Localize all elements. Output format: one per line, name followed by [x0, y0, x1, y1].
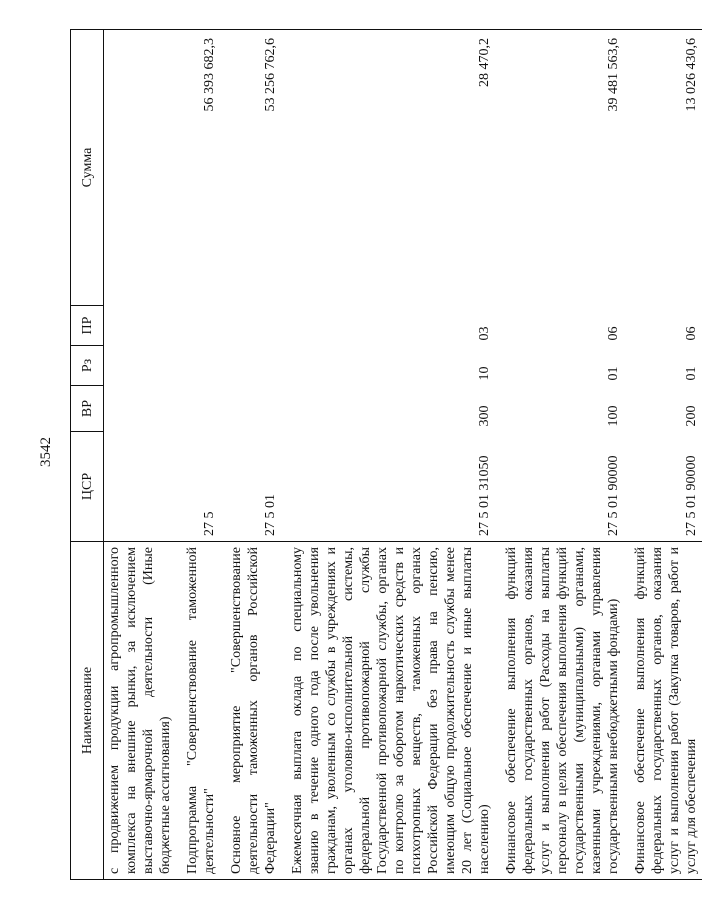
row-pr: 06	[684, 326, 699, 341]
row-sum: 13 026 430,6	[630, 30, 702, 306]
row-name: с продвижением продукции агропромышленного комплекса на внешние рынки, за исключением выставочно-ярмарочной деятельности (Иные бюджетные ассигнования)	[104, 542, 177, 880]
row-csr: 27 5 01	[263, 494, 278, 536]
row-vr	[226, 386, 281, 432]
row-pr: 03	[477, 326, 492, 341]
row-csr: 27 5 01 90000	[606, 455, 621, 536]
row-rz	[226, 346, 281, 386]
row-csr: 27 5	[202, 511, 217, 536]
rotated-page-content	[70, 30, 699, 880]
row-name: Подпрограмма "Совершенствование таможенной деятельности"	[182, 542, 220, 880]
row-name: Финансовое обеспечение выполнения функций федеральных государственных органов, оказания услуг и выполнения работ (Закупка товаров, работ и услуг для обеспечения	[630, 542, 702, 880]
budget-table	[70, 29, 702, 880]
table-row	[104, 30, 177, 880]
row-vr: 100	[606, 405, 621, 427]
row-sum: 53 256 762,6	[226, 30, 281, 306]
table-row	[226, 30, 281, 880]
row-pr: 06	[606, 326, 621, 341]
header-rz: Рз	[71, 346, 104, 386]
table-header-row	[71, 30, 104, 880]
header-vr: ВР	[71, 386, 104, 432]
row-rz	[182, 346, 220, 386]
row-rz: 10	[477, 366, 492, 381]
row-vr: 200	[684, 405, 699, 427]
row-vr	[104, 386, 177, 432]
header-sum: Сумма	[71, 30, 104, 306]
row-sum	[104, 30, 177, 306]
header-pr: ПР	[71, 306, 104, 346]
row-sum: 56 393 682,3	[182, 30, 220, 306]
row-vr	[182, 386, 220, 432]
table-row	[501, 30, 624, 880]
header-csr: ЦСР	[71, 432, 104, 542]
row-sum: 39 481 563,6	[501, 30, 624, 306]
row-rz	[104, 346, 177, 386]
page-number: 3542	[38, 437, 54, 467]
row-pr	[104, 306, 177, 346]
row-csr: 27 5 01 31050	[477, 455, 492, 536]
table-row	[287, 30, 495, 880]
row-name: Финансовое обеспечение выполнения функций федеральных государственных органов, оказания услуг и выполнения работ (Расходы на выплаты персоналу в целях обеспечения выполнения функций государственными (муниципальными) органами, казенными учреждениями, органами управления государственными внебюджетными фондами)	[501, 542, 624, 880]
row-pr	[182, 306, 220, 346]
row-rz: 01	[684, 366, 699, 381]
row-vr: 300	[477, 405, 492, 427]
row-csr	[104, 432, 177, 542]
table-row	[630, 30, 702, 880]
row-sum: 28 470,2	[287, 30, 495, 306]
row-rz: 01	[606, 366, 621, 381]
row-csr: 27 5 01 90000	[684, 455, 699, 536]
row-name: Основное мероприятие "Совершенствование деятельности таможенных органов Российской Федерации"	[226, 542, 281, 880]
header-name: Наименование	[71, 542, 104, 880]
row-pr	[226, 306, 281, 346]
table-row	[182, 30, 220, 880]
row-name: Ежемесячная выплата оклада по специальному званию в течение одного года после увольнения гражданам, уволенным со службы в учреждениях и органах уголовно-исполнительной системы, федеральной противопожарной службы Государственной противопожарной службы, органах по контролю за оборотом наркотических средств и психотропных веществ, таможенных органах Российской Федерации без права на пенсию, имеющим общую продолжительность службы менее 20 лет (Социальное обеспечение и иные выплаты населению)	[287, 542, 495, 880]
